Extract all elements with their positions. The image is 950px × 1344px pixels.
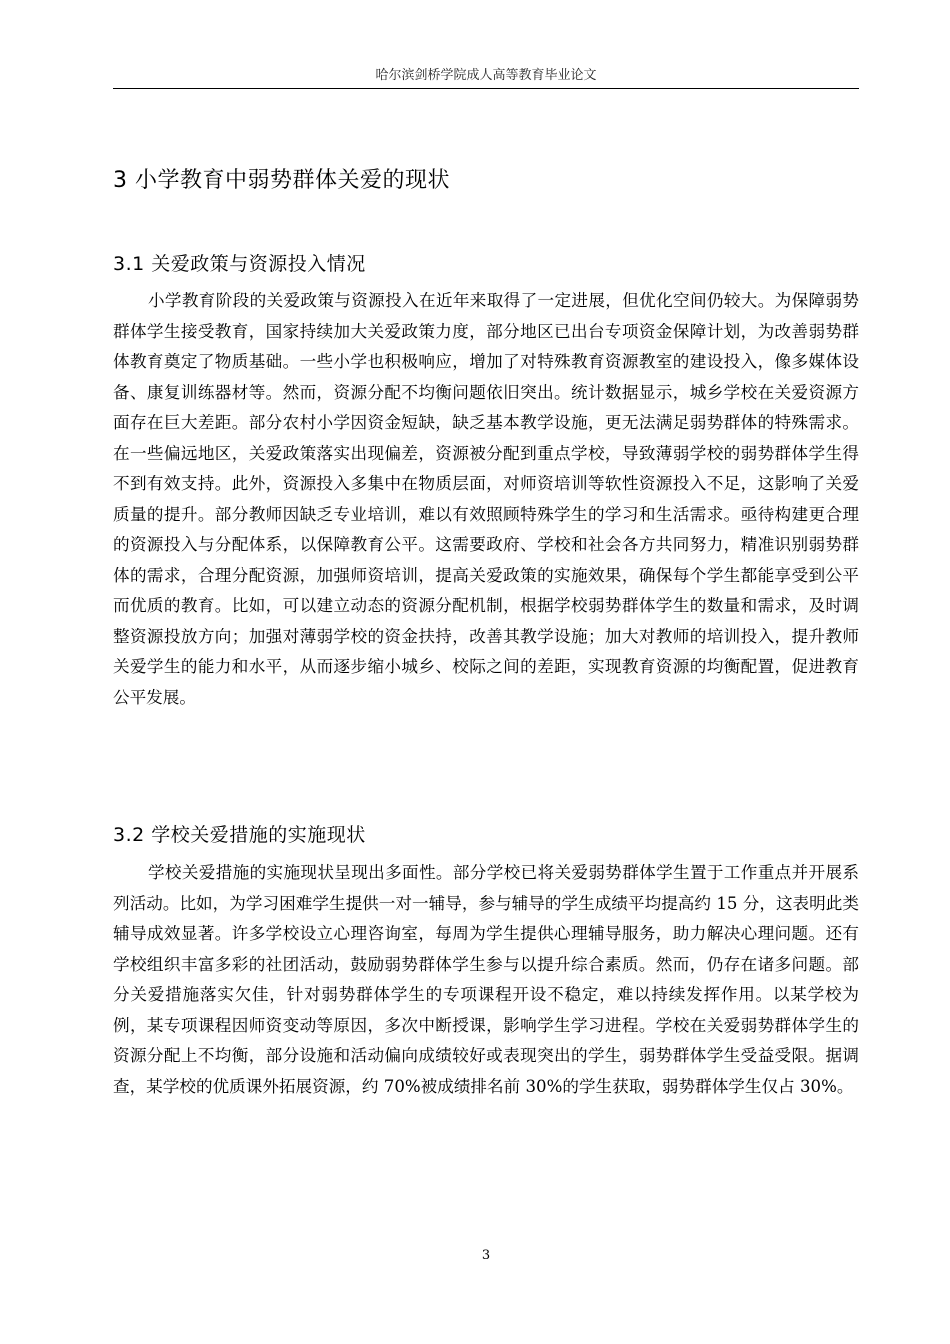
header-divider [113, 88, 859, 89]
page-number: 3 [481, 1248, 491, 1263]
chapter-title: 3 小学教育中弱势群体关爱的现状 [113, 168, 450, 193]
section-paragraph-3-2: 学校关爱措施的实施现状呈现出多面性。部分学校已将关爱弱势群体学生置于工作重点并开展系列活动。比如，为学习困难学生提供一对一辅导，参与辅导的学生成绩平均提高约 15 分，这表明此类辅导成效显著。许多学校设立心理咨询室，每周为学生提供心理辅导服务，助力解决心理问题。还有学校组织丰富多彩的社团活动，鼓励弱势群体学生参与以提升综合素质。然而，仍存在诸多问题。部分关爱措施落实欠佳，针对弱势群体学生的专项课程开设不稳定，难以持续发挥作用。以某学校为例，某专项课程因师资变动等原因，多次中断授课，影响学生学习进程。学校在关爱弱势群体学生的资源分配上不均衡，部分设施和活动偏向成绩较好或表现突出的学生，弱势群体学生受益受限。据调查，某学校的优质课外拓展资源，约 70%被成绩排名前 30%的学生获取，弱势群体学生仅占 30%。 [113, 863, 859, 1096]
section-title-3-2: 3.2 学校关爱措施的实施现状 [113, 824, 366, 846]
section-title-3-1: 3.1 关爱政策与资源投入情况 [113, 253, 366, 275]
section-paragraph-3-1: 小学教育阶段的关爱政策与资源投入在近年来取得了一定进展，但优化空间仍较大。为保障弱势群体学生接受教育，国家持续加大关爱政策力度，部分地区已出台专项资金保障计划，为改善弱势群体教育奠定了物质基础。一些小学也积极响应，增加了对特殊教育资源教室的建设投入，像多媒体设备、康复训练器材等。然而，资源分配不均衡问题依旧突出。统计数据显示，城乡学校在关爱资源方面存在巨大差距。部分农村小学因资金短缺，缺乏基本教学设施，更无法满足弱势群体的特殊需求。在一些偏远地区，关爱政策落实出现偏差，资源被分配到重点学校，导致薄弱学校的弱势群体学生得不到有效支持。此外，资源投入多集中在物质层面，对师资培训等软性资源投入不足，这影响了关爱质量的提升。部分教师因缺乏专业培训，难以有效照顾特殊学生的学习和生活需求。亟待构建更合理的资源投入与分配体系，以保障教育公平。这需要政府、学校和社会各方共同努力，精准识别弱势群体的需求，合理分配资源，加强师资培训，提高关爱政策的实施效果，确保每个学生都能享受到公平而优质的教育。比如，可以建立动态的资源分配机制，根据学校弱势群体学生的数量和需求，及时调整资源投放方向；加强对薄弱学校的资金扶持，改善其教学设施；加大对教师的培训投入，提升教师关爱学生的能力和水平，从而逐步缩小城乡、校际之间的差距，实现教育资源的均衡配置，促进教育公平发展。 [113, 291, 859, 707]
running-header: 哈尔滨剑桥学院成人高等教育毕业论文 [375, 68, 597, 83]
